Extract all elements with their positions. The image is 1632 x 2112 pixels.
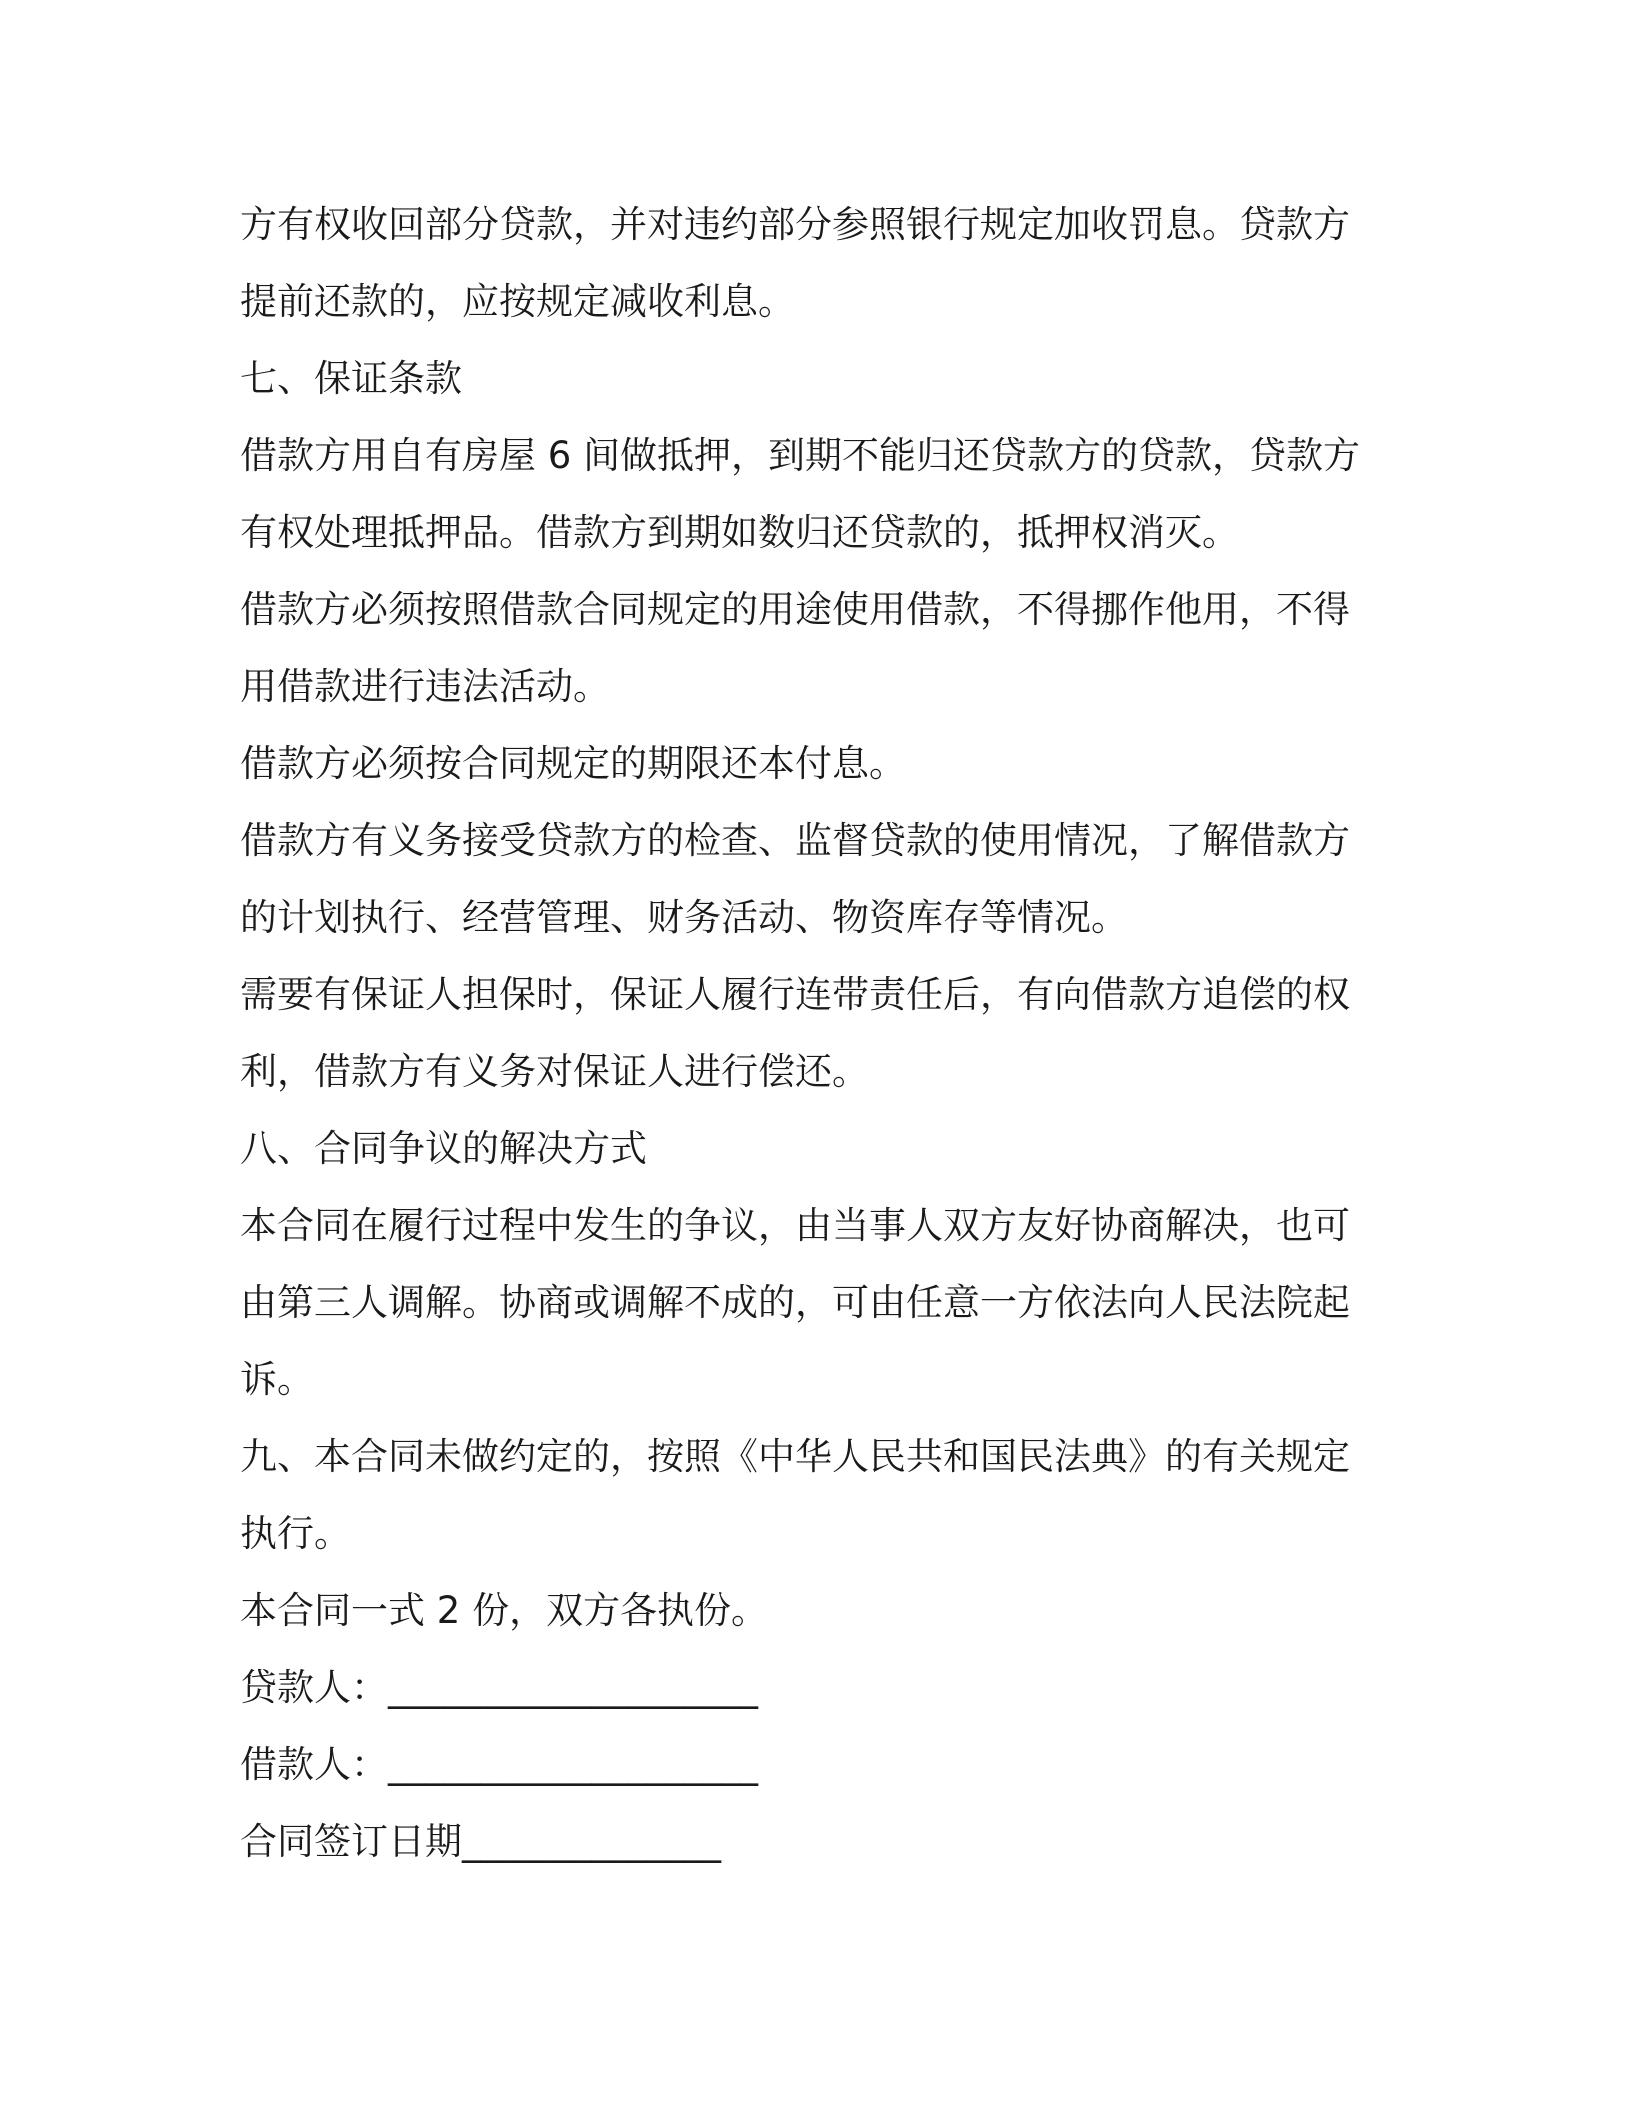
- text-line: 本合同在履行过程中发生的争议，由当事人双方友好协商解决，也可: [240, 1204, 1350, 1247]
- text-line: 的计划执行、经营管理、财务活动、物资库存等情况。: [240, 896, 1128, 939]
- section-heading-dispute: 八、合同争议的解决方式: [240, 1127, 647, 1170]
- text-line: 用借款进行违法活动。: [240, 665, 610, 708]
- text-line: 借款方必须按合同规定的期限还本付息。: [240, 742, 906, 785]
- text-line: 有权处理抵押品。借款方到期如数归还贷款的，抵押权消灭。: [240, 511, 1239, 554]
- text-line: 需要有保证人担保时，保证人履行连带责任后，有向借款方追偿的权: [240, 973, 1350, 1016]
- section-heading-civil-code: 九、本合同未做约定的，按照《中华人民共和国民法典》的有关规定: [240, 1435, 1350, 1478]
- signing-date-line: 合同签订日期______________: [240, 1820, 721, 1863]
- borrower-signature-line: 借款人：____________________: [240, 1743, 758, 1786]
- copies-statement: 本合同一式 2 份，双方各执份。: [240, 1589, 769, 1632]
- text-line: 借款方必须按照借款合同规定的用途使用借款，不得挪作他用，不得: [240, 588, 1350, 631]
- text-line: 提前还款的，应按规定减收利息。: [240, 280, 795, 323]
- text-line: 借款方用自有房屋 6 间做抵押，到期不能归还贷款方的贷款，贷款方: [240, 434, 1361, 477]
- text-line: 执行。: [240, 1512, 351, 1555]
- text-line: 由第三人调解。协商或调解不成的，可由任意一方依法向人民法院起: [240, 1281, 1350, 1324]
- section-heading-guarantee: 七、保证条款: [240, 357, 462, 400]
- contract-text: [240, 186, 1370, 1880]
- text-line: 利，借款方有义务对保证人进行偿还。: [240, 1050, 869, 1093]
- text-line: 方有权收回部分贷款，并对违约部分参照银行规定加收罚息。贷款方: [240, 203, 1350, 246]
- lender-signature-line: 贷款人：____________________: [240, 1666, 758, 1709]
- text-line: 诉。: [240, 1358, 314, 1401]
- text-line: 借款方有义务接受贷款方的检查、监督贷款的使用情况，了解借款方: [240, 819, 1350, 862]
